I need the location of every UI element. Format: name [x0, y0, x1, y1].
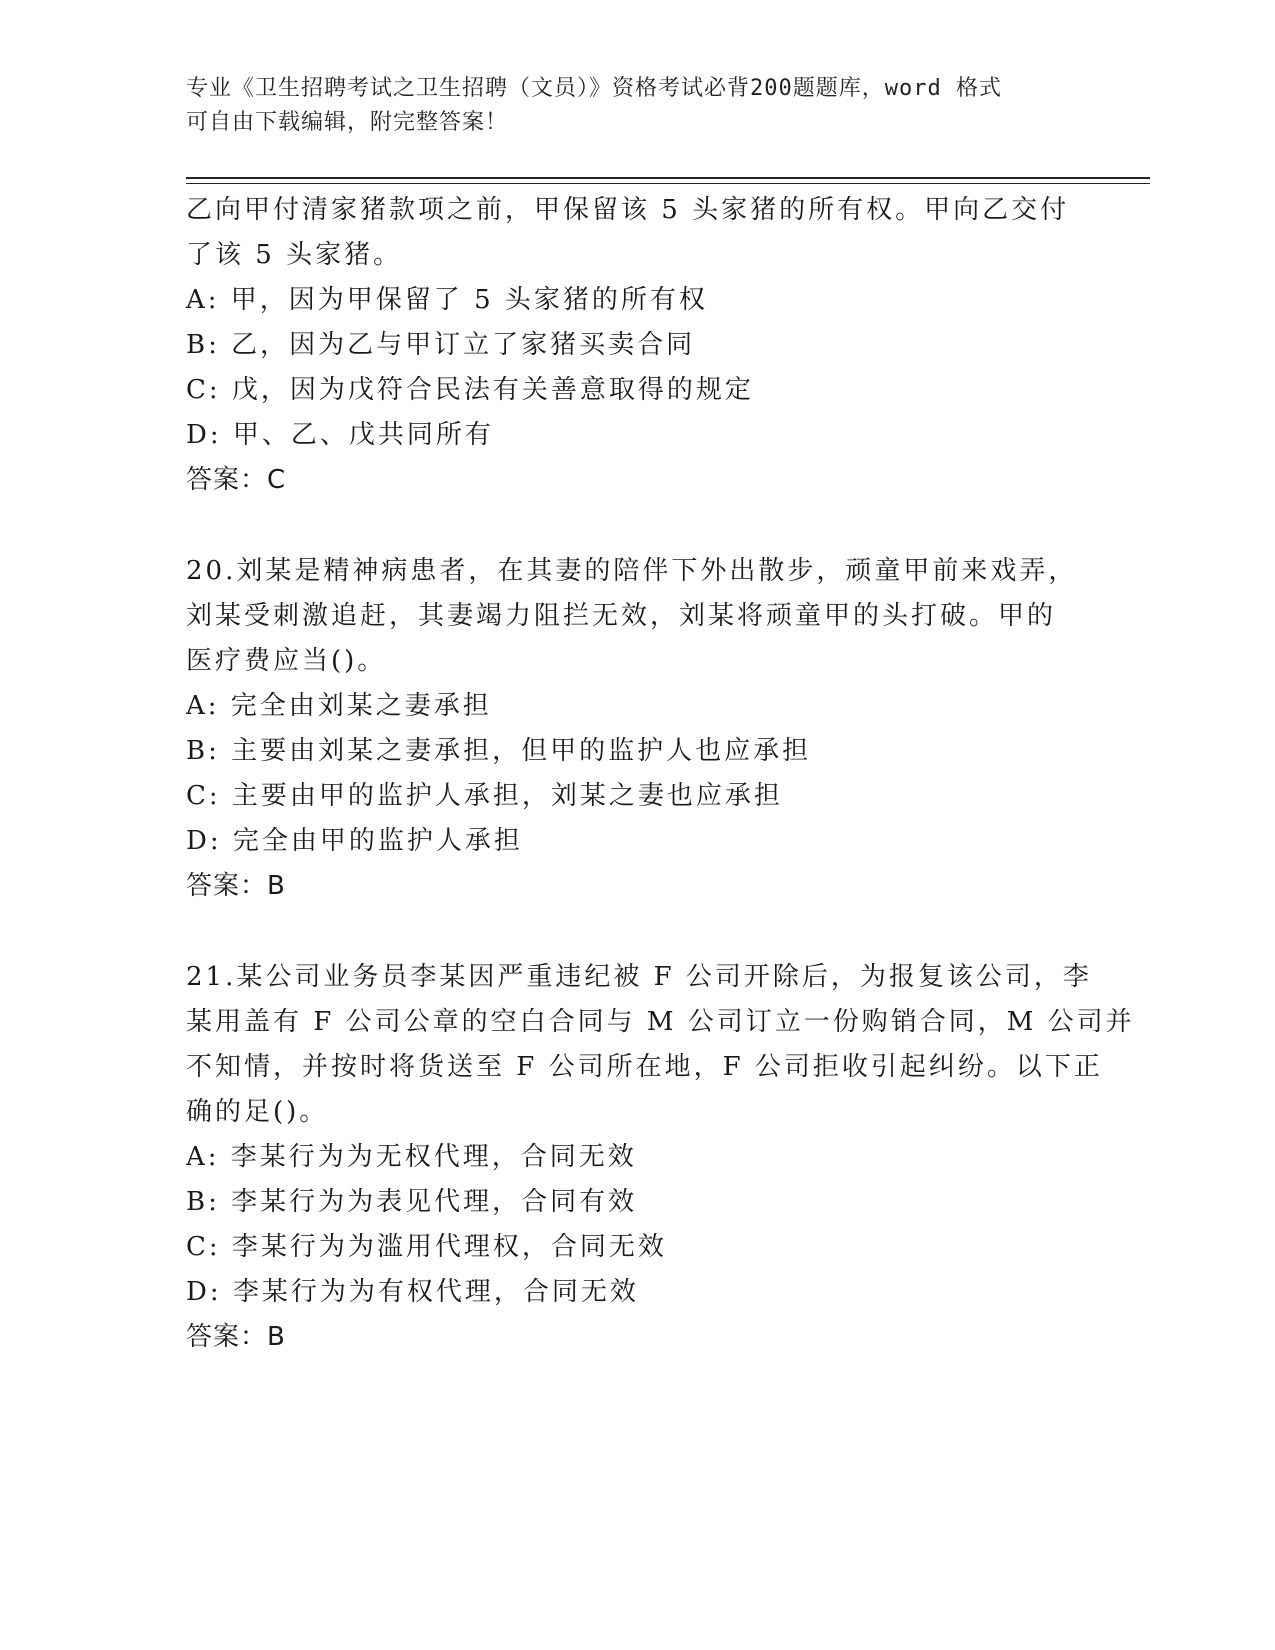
question-stem-line: 20.刘某是精神病患者，在其妻的陪伴下外出散步，顽童甲前来戏弄， — [186, 556, 1078, 586]
option-b: B: 乙，因为乙与甲订立了家猪买卖合同 — [186, 330, 696, 360]
header-line-1: 专业《卫生招聘考试之卫生招聘（文员）》资格考试必背200题题库，word 格式 — [186, 76, 1002, 101]
option-b: B: 主要由刘某之妻承担，但甲的监护人也应承担 — [186, 736, 812, 766]
question-19 — [186, 188, 1086, 503]
option-a: A: 完全由刘某之妻承担 — [186, 691, 492, 721]
header-line-2: 可自由下载编辑，附完整答案！ — [186, 110, 509, 135]
option-d: D: 李某行为为有权代理，合同无效 — [186, 1277, 639, 1307]
answer-line: 答案：C — [186, 465, 287, 495]
option-b: B: 李某行为为表见代理，合同有效 — [186, 1187, 638, 1217]
question-stem-line: 刘某受刺激追赶，其妻竭力阻拦无效，刘某将顽童甲的头打破。甲的 — [186, 601, 1057, 631]
document-header — [186, 72, 1086, 140]
question-stem-line: 21.某公司业务员李某因严重违纪被 F 公司开除后，为报复该公司，李 — [186, 962, 1092, 992]
document-body — [186, 188, 1135, 1360]
question-stem-line: 某用盖有 F 公司公章的空白合同与 M 公司订立一份购销合同，M 公司并 — [186, 1007, 1135, 1037]
question-stem-line: 乙向甲付清家猪款项之前，甲保留该 5 头家猪的所有权。甲向乙交付 — [186, 195, 1070, 225]
option-a: A: 李某行为为无权代理，合同无效 — [186, 1142, 637, 1172]
question-stem-line: 不知情，并按时将货送至 F 公司所在地，F 公司拒收引起纠纷。以下正 — [186, 1052, 1103, 1082]
question-stem-line: 了该 5 头家猪。 — [186, 240, 403, 270]
question-gap — [186, 503, 1086, 549]
option-c: C: 戊，因为戊符合民法有关善意取得的规定 — [186, 375, 754, 405]
option-c: C: 李某行为为滥用代理权，合同无效 — [186, 1232, 667, 1262]
question-20 — [186, 549, 1086, 909]
header-divider-thin — [186, 183, 1150, 184]
option-a: A: 甲，因为甲保留了 5 头家猪的所有权 — [186, 285, 708, 315]
question-gap — [186, 909, 1086, 955]
answer-line: 答案：B — [186, 871, 286, 901]
question-stem-line: 医疗费应当()。 — [186, 646, 387, 676]
answer-line: 答案：B — [186, 1322, 286, 1352]
option-d: D: 甲、乙、戊共同所有 — [186, 420, 494, 450]
question-21 — [186, 955, 1135, 1360]
question-stem-line: 确的足()。 — [186, 1097, 329, 1127]
option-d: D: 完全由甲的监护人承担 — [186, 826, 523, 856]
option-c: C: 主要由甲的监护人承担，刘某之妻也应承担 — [186, 781, 783, 811]
header-divider-thick — [186, 177, 1150, 179]
